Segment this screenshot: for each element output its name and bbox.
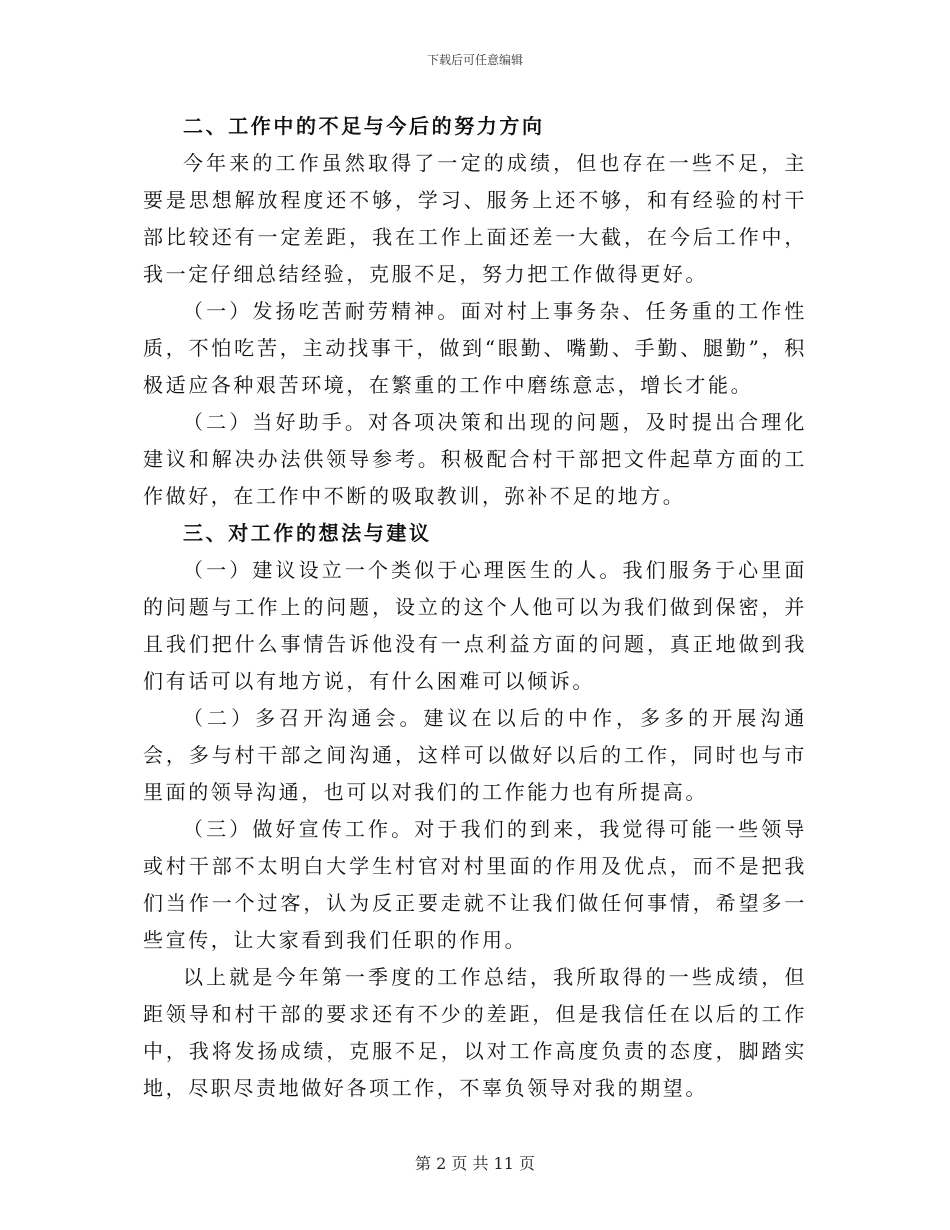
paragraph: （三）做好宣传工作。对于我们的到来，我觉得可能一些领导或村干部不太明白大学生村官对村里面的作用及优点，而不是把我们当作一个过客，认为反正要走就不让我们做任何事情，希望多一些宣传，让大家看到我们任职的作用。	[143, 817, 807, 952]
paragraph: （二）当好助手。对各项决策和出现的问题，及时提出合理化建议和解决办法供领导参考。积极配合村干部把文件起草方面的工作做好，在工作中不断的吸取教训，弥补不足的地方。	[143, 410, 807, 508]
section-heading: 三、对工作的想法与建议	[183, 521, 432, 545]
paragraph: 今年来的工作虽然取得了一定的成绩，但也存在一些不足，主要是思想解放程度还不够，学习、服务上还不够，和有经验的村干部比较还有一定差距，我在工作上面还差一大截，在今后工作中，我一定仔细总结经验，克服不足，努力把工作做得更好。	[143, 151, 807, 286]
section-suggestions	[143, 515, 807, 1107]
section-shortcomings	[143, 108, 807, 515]
paragraph: （一）发扬吃苦耐劳精神。面对村上事务杂、任务重的工作性质，不怕吃苦，主动找事干，做到“眼勤、嘴勤、手勤、腿勤”，积极适应各种艰苦环境，在繁重的工作中磨练意志，增长才能。	[143, 299, 807, 397]
section-heading: 二、工作中的不足与今后的努力方向	[183, 114, 545, 138]
paragraph: 以上就是今年第一季度的工作总结，我所取得的一些成绩，但距领导和村干部的要求还有不少的差距，但是我信任在以后的工作中，我将发扬成绩，克服不足，以对工作高度负责的态度，脚踏实地，尽职尽责地做好各项工作，不辜负领导对我的期望。	[143, 965, 807, 1100]
page-number-footer: 第 2 页 共 11 页	[415, 1154, 535, 1173]
paragraph: （一）建议设立一个类似于心理医生的人。我们服务于心里面的问题与工作上的问题，设立的这个人他可以为我们做到保密，并且我们把什么事情告诉他没有一点利益方面的问题，真正地做到我们有话可以有地方说，有什么困难可以倾诉。	[143, 558, 807, 693]
page-header: 下载后可任意编辑	[426, 53, 523, 67]
document-body	[143, 108, 807, 1107]
paragraph: （二）多召开沟通会。建议在以后的中作，多多的开展沟通会，多与村干部之间沟通，这样可以做好以后的工作，同时也与市里面的领导沟通，也可以对我们的工作能力也有所提高。	[143, 706, 807, 804]
